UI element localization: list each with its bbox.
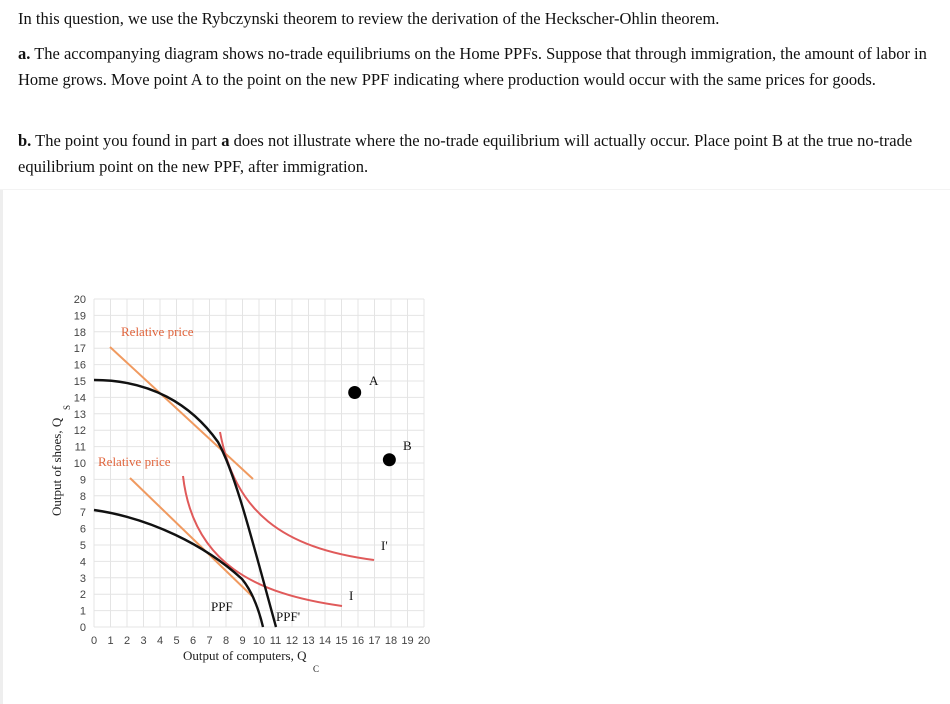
x-tick-label: 3 bbox=[140, 635, 147, 647]
x-axis-ticks bbox=[91, 635, 430, 647]
y-tick-label: 6 bbox=[79, 523, 86, 536]
question-intro: In this question, we use the Rybczynski theorem to review the derivation of the Heckscher-Ohlin theorem. bbox=[18, 9, 720, 28]
x-tick-label: 17 bbox=[368, 635, 381, 647]
x-tick-label: 0 bbox=[90, 635, 98, 647]
x-tick-label: 7 bbox=[206, 635, 213, 647]
x-tick-label: 2 bbox=[123, 635, 131, 647]
part-b-text-after: does not illustrate where the no-trade equilibrium will actually occur. Place point B at the true no-trade equilibrium point on the new PPF, after immigration. bbox=[18, 131, 913, 176]
x-tick-label: 20 bbox=[417, 635, 431, 647]
y-tick-label: 1 bbox=[79, 605, 86, 618]
x-tick-label: 6 bbox=[189, 635, 197, 647]
point-b-label: B bbox=[403, 438, 412, 453]
part-b-text-before: The point you found in part bbox=[35, 131, 222, 150]
x-tick-label: 14 bbox=[318, 635, 332, 647]
x-tick-label: 16 bbox=[351, 635, 365, 647]
y-axis-ticks bbox=[74, 294, 86, 634]
x-tick-label: 5 bbox=[173, 635, 180, 647]
x-axis-title: Output of computers, Q bbox=[183, 648, 307, 663]
y-tick-label: 17 bbox=[73, 343, 86, 356]
x-tick-label: 10 bbox=[252, 635, 266, 647]
y-tick-label: 7 bbox=[79, 507, 86, 520]
y-axis-subscript: S bbox=[62, 404, 72, 410]
y-tick-label: 9 bbox=[79, 474, 86, 487]
y-tick-label: 16 bbox=[73, 359, 86, 372]
x-tick-label: 15 bbox=[335, 635, 348, 647]
ppf-prime-label: PPF' bbox=[276, 609, 301, 624]
y-tick-label: 4 bbox=[79, 556, 86, 569]
y-tick-label: 12 bbox=[73, 425, 86, 438]
x-tick-label: 12 bbox=[285, 635, 299, 647]
x-tick-label: 4 bbox=[156, 635, 164, 647]
part-b-letter: b. bbox=[18, 131, 32, 150]
y-tick-label: 15 bbox=[73, 376, 86, 388]
relative-price-label-bottom: Relative price bbox=[98, 454, 171, 469]
indifference-i-prime-label: I' bbox=[381, 538, 388, 553]
y-tick-label: 14 bbox=[73, 392, 86, 405]
y-tick-label: 10 bbox=[73, 458, 86, 470]
x-tick-label: 19 bbox=[401, 635, 414, 647]
y-tick-label: 5 bbox=[79, 540, 86, 552]
x-tick-label: 11 bbox=[269, 635, 282, 647]
ppf-label: PPF bbox=[211, 599, 233, 614]
y-tick-label: 11 bbox=[74, 441, 86, 454]
indifference-i-label: I bbox=[349, 588, 354, 603]
x-tick-label: 9 bbox=[239, 635, 246, 647]
y-tick-label: 13 bbox=[73, 408, 86, 421]
y-tick-label: 19 bbox=[73, 310, 86, 323]
y-tick-label: 2 bbox=[79, 589, 86, 602]
y-tick-label: 3 bbox=[79, 572, 86, 585]
x-axis-subscript: C bbox=[313, 664, 320, 674]
ppf-original bbox=[94, 510, 263, 627]
y-tick-label: 20 bbox=[73, 294, 86, 306]
relative-price-label-top: Relative price bbox=[121, 324, 194, 339]
part-b-text-bold: a bbox=[221, 131, 230, 150]
x-tick-label: 18 bbox=[384, 635, 398, 647]
y-tick-label: 0 bbox=[79, 622, 86, 634]
point-b-handle[interactable] bbox=[383, 453, 396, 466]
part-a-text: The accompanying diagram shows no-trade equilibriums on the Home PPFs. Suppose that through immigration, the amount of labor in Home grows. Move point A to the point on the new PPF indicating where production would occur with the same prices for goods. bbox=[18, 44, 927, 89]
point-a-label: A bbox=[369, 373, 379, 388]
point-a-handle[interactable] bbox=[348, 386, 361, 399]
part-a-letter: a. bbox=[18, 44, 31, 63]
x-tick-label: 1 bbox=[107, 635, 114, 647]
y-tick-label: 18 bbox=[73, 326, 86, 339]
x-tick-label: 13 bbox=[302, 635, 315, 647]
y-axis-title: Output of shoes, Q bbox=[49, 417, 64, 516]
x-tick-label: 8 bbox=[222, 635, 230, 647]
y-tick-label: 8 bbox=[79, 490, 86, 503]
